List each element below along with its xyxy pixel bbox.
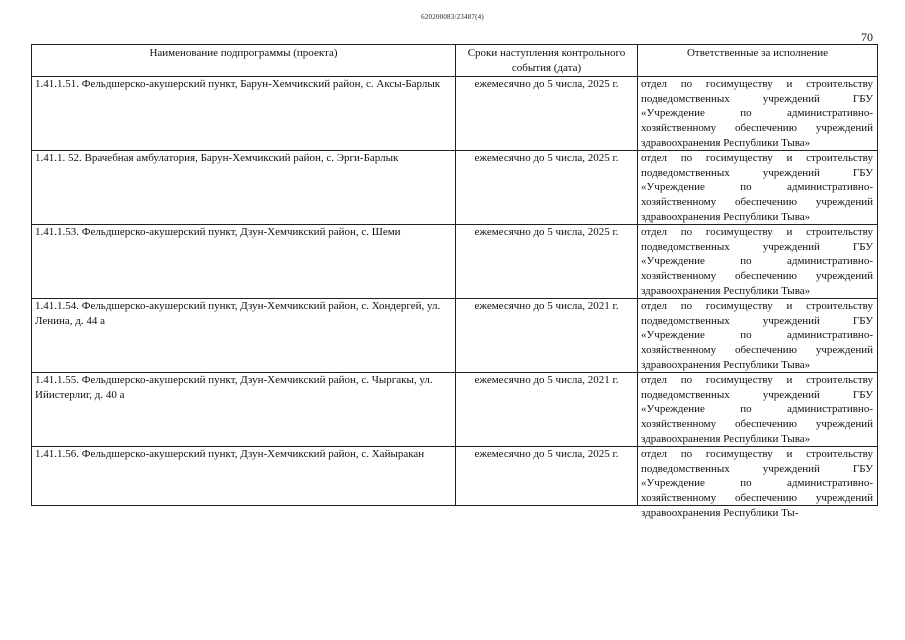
responsible-party: [638, 447, 878, 519]
table-row: [32, 77, 878, 151]
responsible-party: отдел по госимуществу и строительству подведомственных учреждений ГБУ «Учреждение по административно-хозяйственному обеспечению учреждений здравоохранения Республики Тыва»: [638, 151, 878, 225]
table-row: [32, 447, 878, 506]
document-id: 620200083/23487(4): [421, 13, 484, 21]
subprogram-name: 1.41.1.54. Фельдшерско-акушерский пункт, Дзун-Хемчикский район, с. Хондергей, ул. Ленина, д. 44 а: [32, 299, 456, 373]
table-row: [32, 225, 878, 299]
responsible-party-text: отдел по госимуществу и строительству подведомственных учреждений ГБУ «Учреждение по административно-хозяйственному обеспечению учреждений здравоохранения Республики Ты-: [641, 448, 873, 519]
subprogram-name: 1.41.1.51. Фельдшерско-акушерский пункт, Барун-Хемчикский район, с. Аксы-Барлык: [32, 77, 456, 151]
table-row: [32, 299, 878, 373]
table-row: [32, 373, 878, 447]
responsible-party: отдел по госимуществу и строительству подведомственных учреждений ГБУ «Учреждение по административно-хозяйственному обеспечению учреждений здравоохранения Республики Тыва»: [638, 373, 878, 447]
control-event-term: ежемесячно до 5 числа, 2025 г.: [456, 151, 638, 225]
page-number: 70: [861, 30, 873, 44]
control-event-term: ежемесячно до 5 числа, 2025 г.: [456, 225, 638, 299]
table-header-row: [32, 45, 878, 77]
subprogram-name: 1.41.1. 52. Врачебная амбулатория, Барун-Хемчикский район, с. Эрги-Барлык: [32, 151, 456, 225]
subprogram-name: 1.41.1.53. Фельдшерско-акушерский пункт, Дзун-Хемчикский район, с. Шеми: [32, 225, 456, 299]
responsible-party: отдел по госимуществу и строительству подведомственных учреждений ГБУ «Учреждение по административно-хозяйственному обеспечению учреждений здравоохранения Республики Тыва»: [638, 225, 878, 299]
control-event-term: ежемесячно до 5 числа, 2025 г.: [456, 77, 638, 151]
column-header-term: Сроки наступления контрольного события (дата): [456, 45, 638, 77]
control-event-term: ежемесячно до 5 числа, 2021 г.: [456, 299, 638, 373]
control-event-term: ежемесячно до 5 числа, 2025 г.: [456, 447, 638, 506]
column-header-name: Наименование подпрограммы (проекта): [32, 45, 456, 77]
table-row: [32, 151, 878, 225]
responsible-party: отдел по госимуществу и строительству подведомственных учреждений ГБУ «Учреждение по административно-хозяйственному обеспечению учреждений здравоохранения Республики Тыва»: [638, 77, 878, 151]
subprogram-name: 1.41.1.56. Фельдшерско-акушерский пункт, Дзун-Хемчикский район, с. Хайыракан: [32, 447, 456, 506]
responsible-party: отдел по госимуществу и строительству подведомственных учреждений ГБУ «Учреждение по административно-хозяйственному обеспечению учреждений здравоохранения Республики Тыва»: [638, 299, 878, 373]
control-event-term: ежемесячно до 5 числа, 2021 г.: [456, 373, 638, 447]
subprogram-name: 1.41.1.55. Фельдшерско-акушерский пункт, Дзун-Хемчикский район, с. Чыргакы, ул. Ийистерлиг, д. 40 а: [32, 373, 456, 447]
column-header-responsible: Ответственные за исполнение: [638, 45, 878, 77]
control-events-table: [31, 44, 878, 519]
